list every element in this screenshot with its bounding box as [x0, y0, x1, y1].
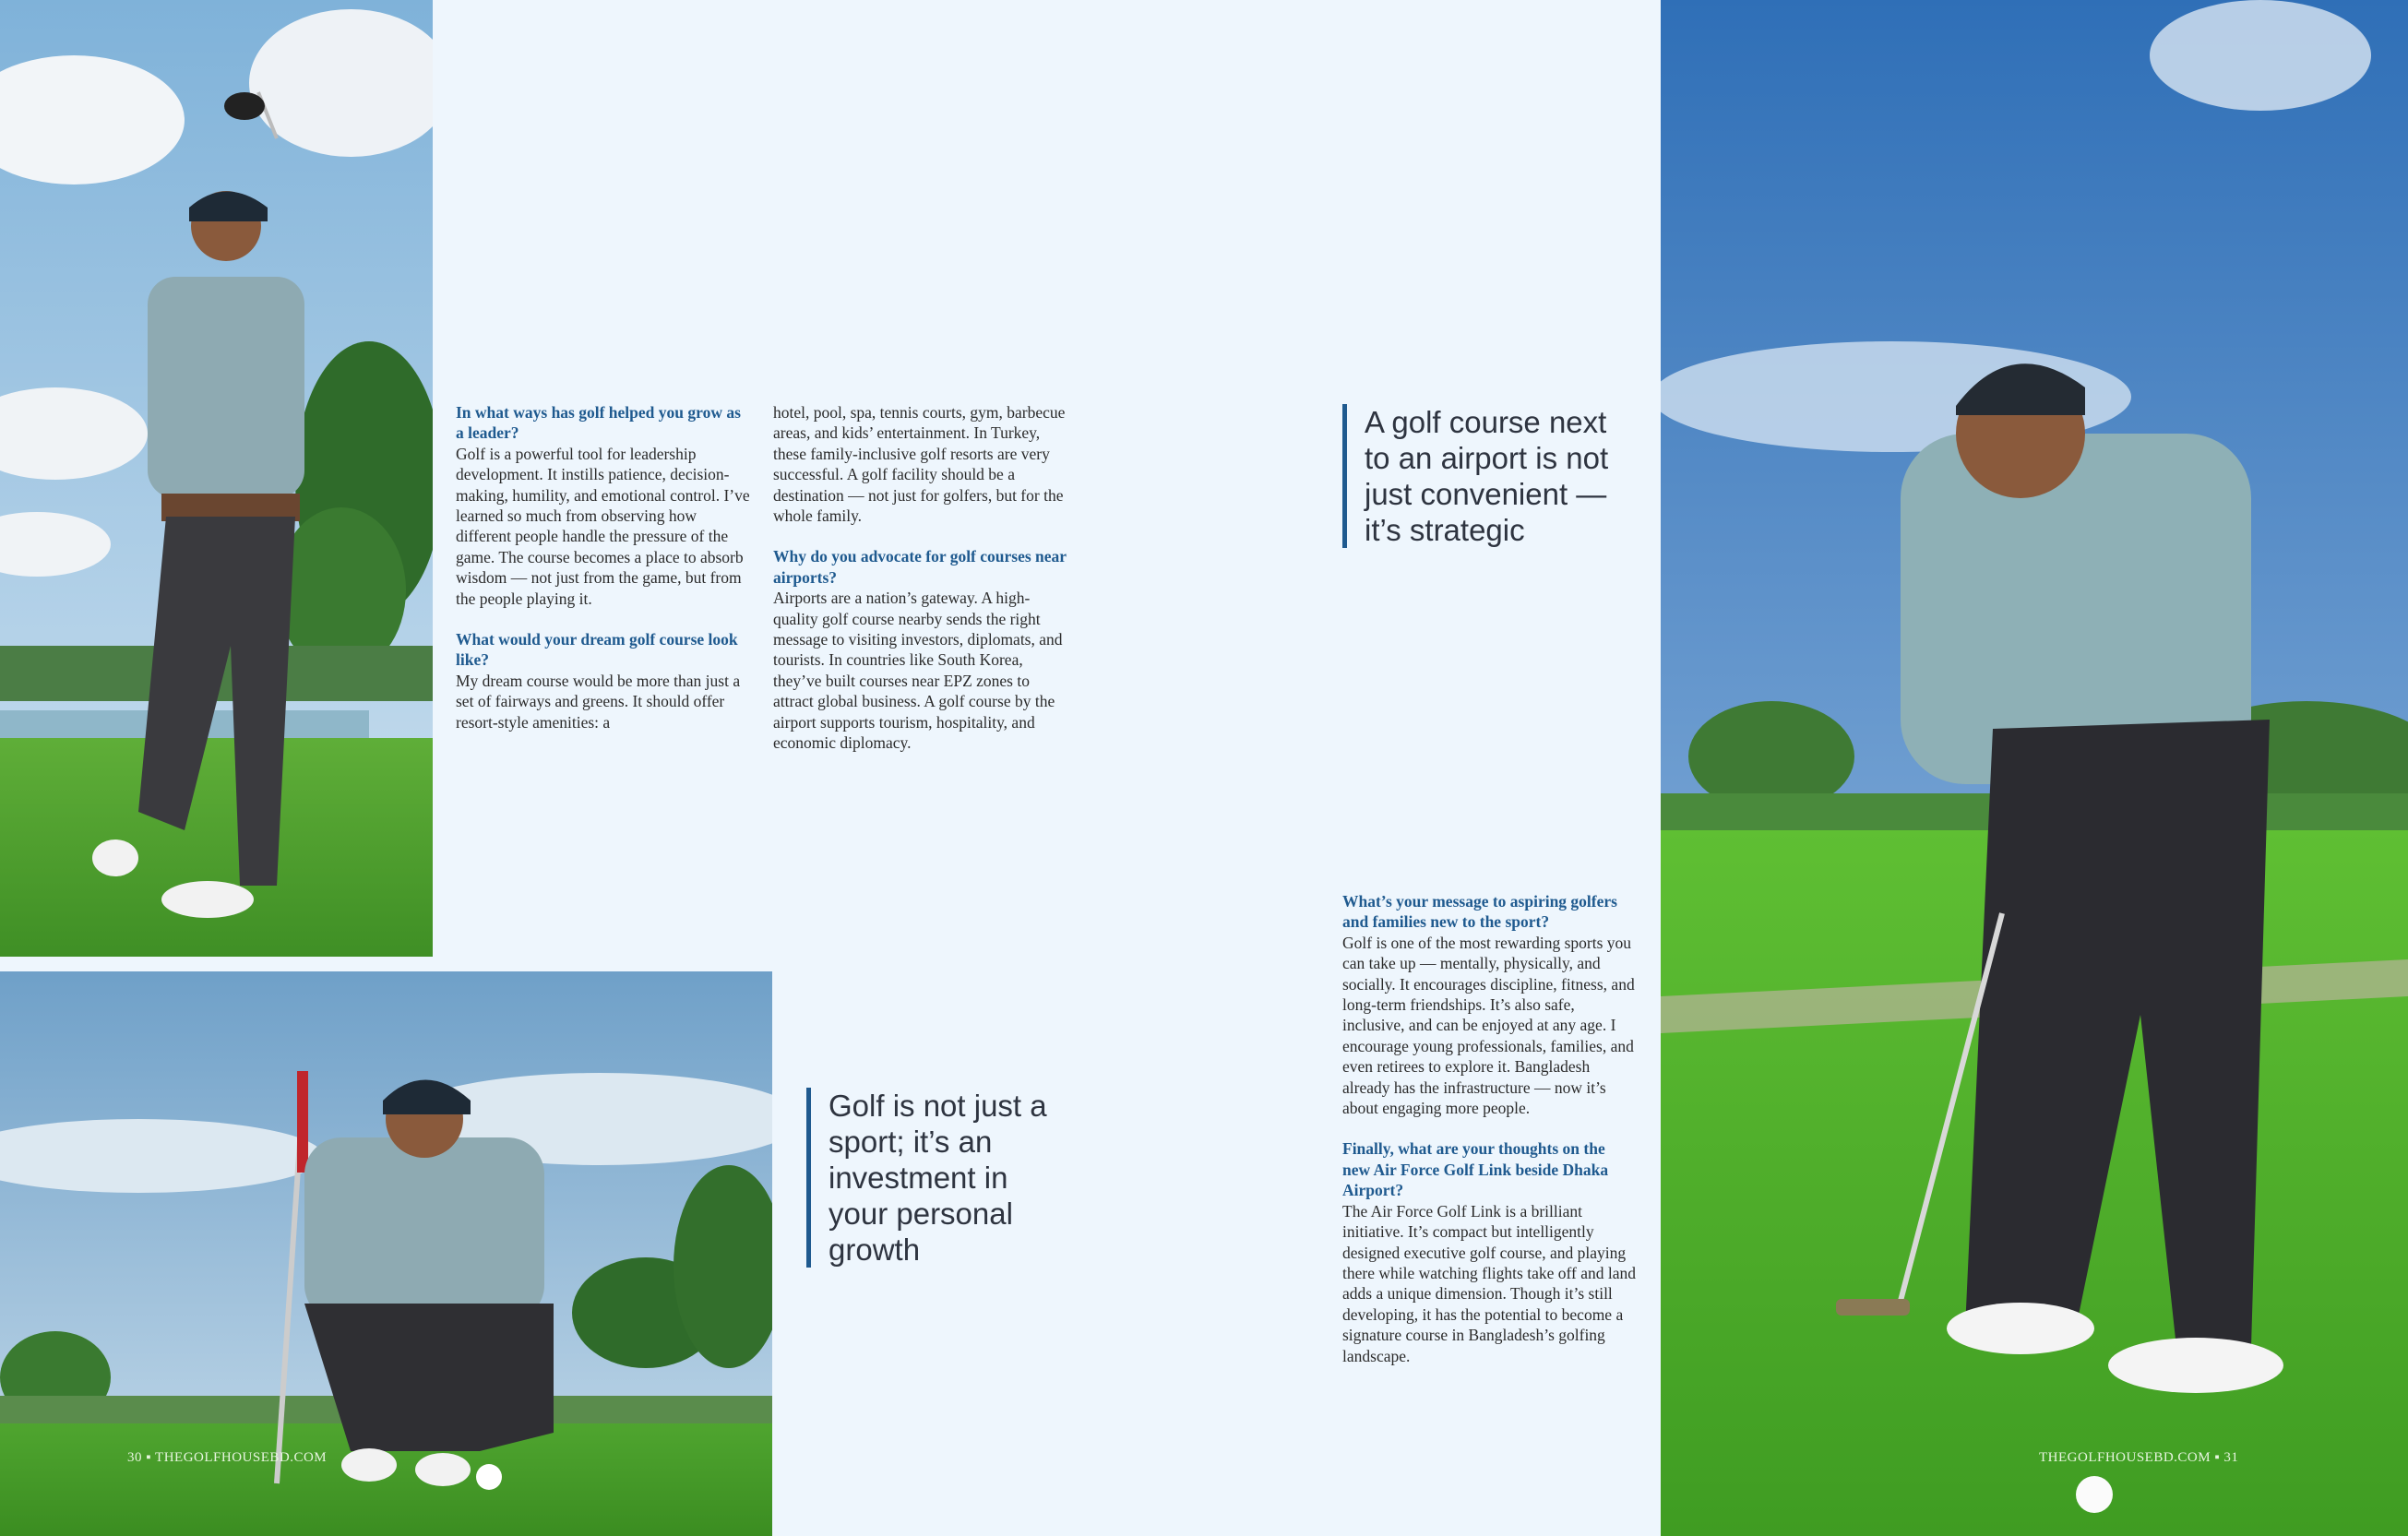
question-heading: Why do you advocate for golf courses near airports?: [773, 547, 1067, 587]
answer-paragraph: Airports are a nation’s gateway. A high-quality golf course nearby sends the right message to visiting investors, diplomats, and tourists. In countries like South Korea, they’ve built courses near EPZ zones to attract global business. A golf course by the airport supports tourism, hospitality, and economic diplomacy.: [773, 589, 1063, 753]
page-folio-left: 30 ▪ THEGOLFHOUSEBD.COM: [127, 1450, 328, 1465]
text-column-3: [1342, 891, 1636, 1387]
text-column-2: [773, 402, 1070, 774]
answer-paragraph: Golf is one of the most rewarding sports you can take up — mentally, physically, and socially. It encourages discipline, fitness, and long-term friendships. It’s also safe, inclusive, and can be enjoyed at any age. I encourage young professionals, families, and even retirees to explore it. Bangladesh already has the infrastructure — now it’s about engaging more people.: [1342, 933, 1635, 1118]
answer-paragraph: My dream course would be more than just a set of fairways and greens. It should offer resort-style amenities: a: [456, 671, 741, 732]
photo-golfer-chip: [1661, 0, 2408, 1536]
page-folio-right: THEGOLFHOUSEBD.COM ▪ 31: [2039, 1450, 2239, 1465]
pull-quote-investment: Golf is not just a sport; it’s an investment in your personal growth: [806, 1088, 1068, 1268]
question-heading: In what ways has golf helped you grow as a leader?: [456, 403, 741, 443]
question-heading: What’s your message to aspiring golfers and families new to the sport?: [1342, 892, 1617, 932]
answer-paragraph: Golf is a powerful tool for leadership development. It instills patience, decision-making, humility, and emotional control. I’ve learned so much from observing how different people handle the pressure of the game. The course becomes a place to absorb wisdom — not just from the game, but from the people playing it.: [456, 444, 750, 608]
answer-paragraph: The Air Force Golf Link is a brilliant initiative. It’s compact but intelligently designed executive golf course, and playing there while watching flights take off and land adds a unique dimension. Though it’s still developing, it has the potential to become a signature course in Bangladesh’s golfing landscape.: [1342, 1201, 1636, 1365]
answer-paragraph: hotel, pool, spa, tennis courts, gym, barbecue areas, and kids’ entertainment. In Turkey, these family-inclusive golf resorts are very successful. A golf facility should be a destination — not just for golfers, but for the whole family.: [773, 403, 1066, 526]
text-column-1: [456, 402, 753, 753]
photo-golfer-crouch: [0, 971, 772, 1536]
question-heading: Finally, what are your thoughts on the new Air Force Golf Link beside Dhaka Airport?: [1342, 1139, 1609, 1200]
photo-golfer-swing: [0, 0, 433, 957]
question-heading: What would your dream golf course look like?: [456, 630, 738, 670]
pull-quote-airport: A golf course next to an airport is not just convenient — it’s strategic: [1342, 404, 1632, 548]
